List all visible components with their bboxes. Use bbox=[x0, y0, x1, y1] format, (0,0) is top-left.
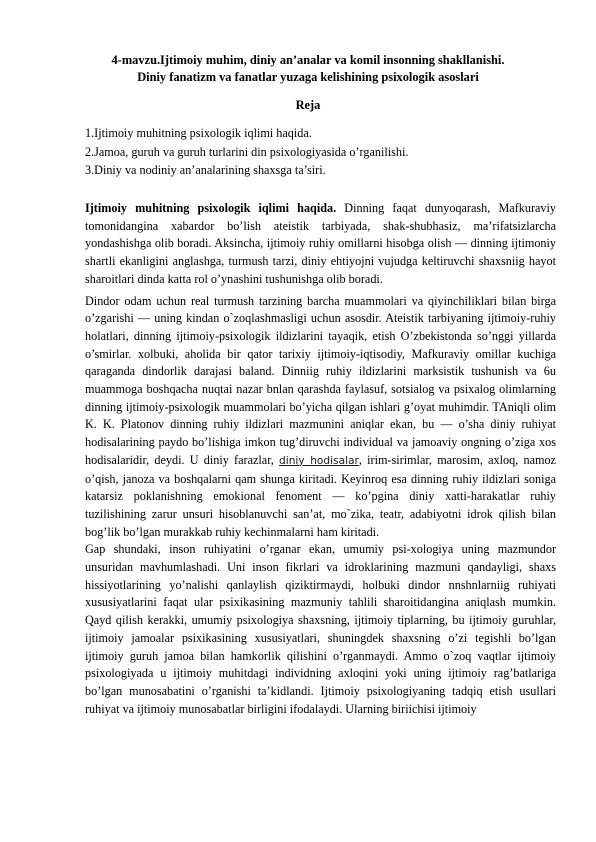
plan-heading: Reja bbox=[295, 98, 321, 112]
title-line-1: 4-mavzu.Ijtimoiy muhim, diniy an’analar va komil insonning shakllanishi. bbox=[111, 53, 505, 67]
paragraph-2 bbox=[85, 293, 556, 542]
plan-list bbox=[85, 124, 555, 180]
title-line-2: Diniy fanatizm va fanatlar yuzaga kelishining psixologik asoslari bbox=[137, 70, 479, 84]
paragraph-2-text-b: , irim-sirimlar, marosim, axloq, namoz o’qish, janoza va boshqalarni qam shunga kiritadi. Keyinroq esa dinning ruhiy ildizlari soniga katarsiz poklanishning emokional fenoment — ko’pgina diniy xatti-harakatlar ruhiy tuzilishining zarur unsuri hisoblanuvchi san’at, mo`zika, teatr, adabiyotni idrok qilish bilan bog’lik bo’lgan murakkab ruhiy kechinmalarni ham kiritadi. bbox=[85, 452, 556, 539]
paragraph-1 bbox=[85, 200, 556, 289]
document-body bbox=[85, 200, 556, 718]
paragraph-1-text: Dinning faqat dunyoqarash, Mafkuraviy tomonidangina xabardor bo’lish ateistik tarbiyada, shak-shubhasiz, ma’rifatsizlarcha yondashishga olib boradi. Aksincha, ijtimoiy ruhiy omillarni hisobga olish — dinning ijtimoniy shartli ekanligini anglashga, turmush tarzi, diniy ehtiyojni vujudga keltiruvchi shaxsniig hayot sharoitlari dinda katta rol o’ynashini tushunishga olib boradi. bbox=[85, 201, 556, 286]
plan-item: 2.Jamoa, guruh va guruh turlarini din psixologiyasida o’rganilishi. bbox=[85, 144, 409, 159]
section-heading: Ijtimoiy muhitning psixologik iqlimi haqida. bbox=[85, 201, 337, 215]
plan-item: 1.Ijtimoiy muhitning psixologik iqlimi haqida. bbox=[85, 126, 312, 140]
paragraph-3: Gap shundaki, inson ruhiyatini o’rganar ekan, umumiy psi-xologiya uning mazmundor unsuridan mavhumlashadi. Uni inson fikrlari va idroklarining mazmuni qandayligi, shaxs hissiyotlarining yo’nalishi qanlaylish qiziktirmaydi, holbuki dindor nnshnlarniig ruhiyati xususiyatlarini faqat ular psixikasining mazmuniy tahlili sharoitidangina aniqlash mumkin. Qayd qilish kerakki, umumiy psixologiya shaxsning, ijtimoiy tiplarning, bu ijtimoiy guruhlar, ijtimoiy jamoalar psixikasining xususiyatlari, shuningdek shaxsning o’zi tegishli bo’lgan ijtimoiy guruh jamoa bilan hamkorlik qilishini o’rganmaydi. Ammo o`zoq vaqtlar ijtimoiy psixologiyada u ijtimoiy muhitdagi individning axloqini yoki uning ijtimoiy rag’batlariga bo’lgan munosabatini o’rganishi ta’kidlandi. Ijtimoiy psixologiyaning tadqiq etish usullari ruhiyat va ijtimoiy munosabatlar birligini ifodalaydi. Ularning biriichisi ijtimoiy bbox=[85, 542, 556, 716]
diniy-hodisalar-link[interactable]: diniy hodisalar bbox=[279, 454, 359, 467]
document-title bbox=[60, 52, 556, 86]
paragraph-2-text-a: Dindor odam uchun real turmush tarzining barcha muammolari va qiyinchiliklari bilan birga o’zgarishi — uning kindan o`zoqlashmasligi uchun asosdir. Ateistik tarbiyaning ijtimoiy-ruhiy holatlari, dinning ijtimoiy-psixologik ildizlarini tayaqik, etish O’zbekistonda so’nggi yillarda o’smirlar. xolbuki, aholida bir qator tarixiy ijtimoiy-iqtisodiy, Mafkuraviy omillar kuchiga qaraganda dindorlik darajasi baland. Dinniig ruhiy ildizlarini marksistik tushunish va 6u muammoga boshqacha nuqtai nazar bnlan qarashda faylasuf, sotsialog va psixalog olimlarning dinning ijtimoiy-psixologik muammolari bo’yicha qilgan ishlari g’oyat muhimdir. TAniqli olim K. K. Platonov dinning ruhiy ildizlari mazmunini aniqlar ekan, bu — o’sha diniy ruhiyat hodisalarining paydo bo’lishiga imkon tug’diruvchi individual va jamoaviy ongning o’ziga xos hodisalaridir, deydi. U diniy farazlar, bbox=[85, 293, 556, 467]
plan-item: 3.Diniy va nodiniy an’analarining shaxsga ta’siri. bbox=[85, 163, 326, 178]
